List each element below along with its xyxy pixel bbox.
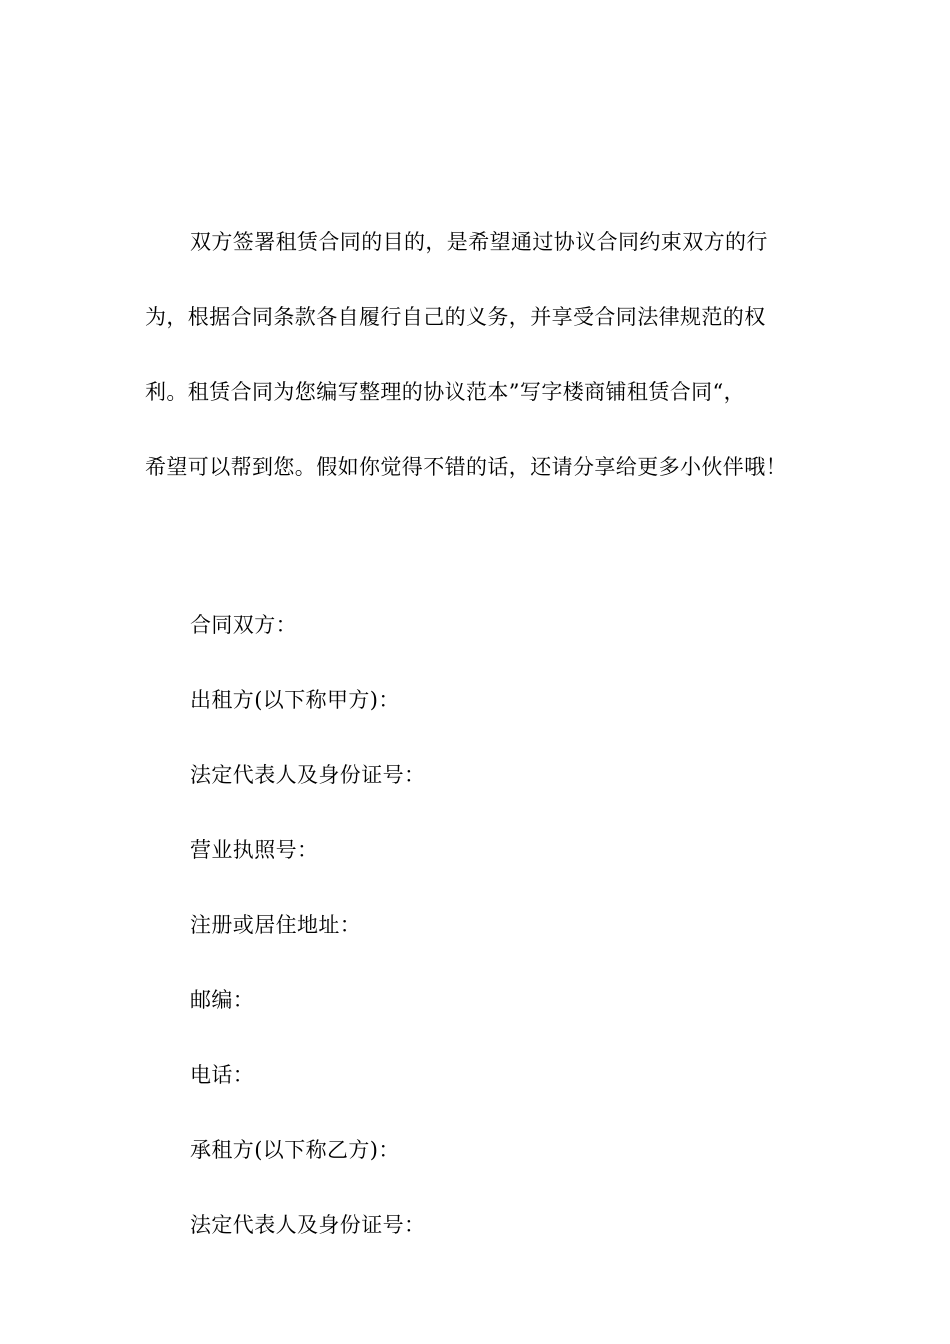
intro-line: 希望可以帮到您。假如你觉得不错的话，还请分享给更多小伙伴哦！ — [145, 455, 787, 479]
field-business-license-number: 营业执照号： — [190, 838, 319, 862]
intro-line: 为，根据合同条款各自履行自己的义务，并享受合同法律规范的权 — [145, 305, 766, 329]
intro-line: 利。租赁合同为您编写整理的协议范本”写字楼商铺租赁合同“， — [145, 380, 746, 404]
field-registered-address: 注册或居住地址： — [190, 913, 362, 937]
field-lessee: 承租方(以下称乙方)： — [190, 1138, 400, 1162]
field-postal-code: 邮编： — [190, 988, 255, 1012]
intro-paragraph — [145, 205, 805, 505]
field-lessor: 出租方(以下称甲方)： — [190, 688, 400, 712]
field-lessor-representative-id: 法定代表人及身份证号： — [190, 763, 426, 787]
field-phone: 电话： — [190, 1063, 255, 1087]
field-lessee-representative-id: 法定代表人及身份证号： — [190, 1213, 426, 1237]
intro-line: 双方签署租赁合同的目的，是希望通过协议合同约束双方的行 — [190, 230, 768, 254]
field-contract-parties: 合同双方： — [190, 613, 297, 637]
contract-party-fields — [190, 588, 425, 1263]
